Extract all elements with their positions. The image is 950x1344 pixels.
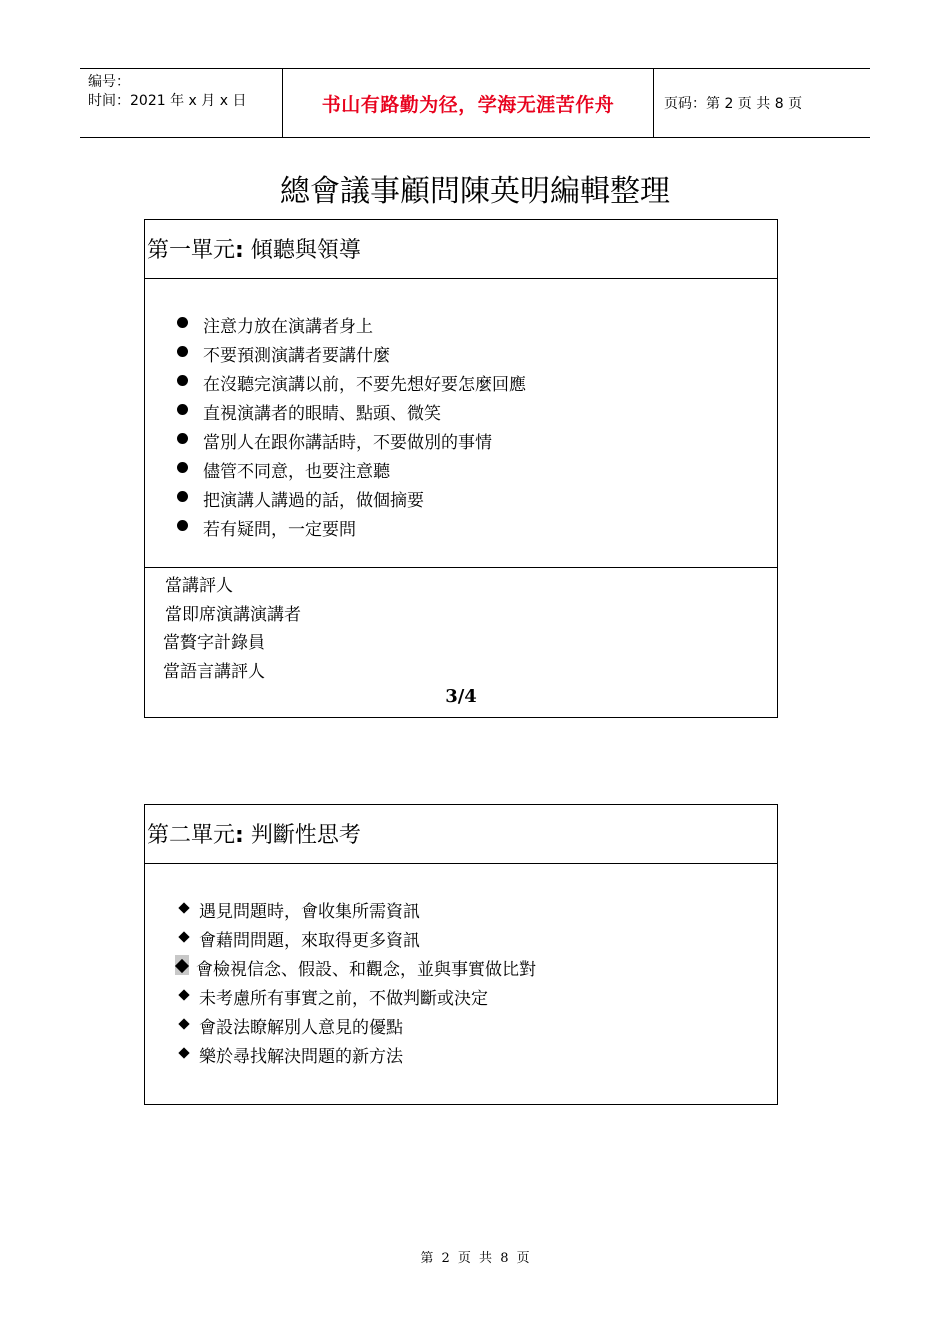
bullet-dot-icon	[177, 491, 188, 502]
list-item-text: 會藉問問題，來取得更多資訊	[199, 931, 420, 951]
unit1-title-prefix: 第一單元	[147, 238, 236, 263]
list-item-text: 樂於尋找解決問題的新方法	[199, 1047, 403, 1067]
bullet-dot-icon	[177, 404, 188, 415]
unit1-box	[144, 219, 778, 718]
time-label: 时间：2021 年 x 月 x 日	[88, 93, 247, 109]
diamond-bullet-icon	[178, 902, 189, 913]
diamond-bullet-icon	[178, 989, 189, 1000]
list-item-text: 不要預測演講者要講什麼	[203, 346, 390, 366]
page-footer: 第 2 页 共 8 页	[420, 1251, 530, 1266]
unit2-title-row	[145, 805, 777, 864]
bullet-dot-icon	[177, 317, 188, 328]
unit2-title-colon: :	[235, 823, 244, 848]
diamond-bullet-icon	[178, 1047, 189, 1058]
unit1-title-rest: 傾聽與領導	[243, 238, 361, 263]
unit2-box	[144, 804, 778, 1105]
diamond-bullet-icon	[178, 931, 189, 942]
list-item-text: 會檢視信念、假設、和觀念，並與事實做比對	[196, 960, 536, 980]
document-title: 總會議事顧問陳英明編輯整理	[280, 174, 670, 209]
unit1-title-colon: :	[235, 238, 244, 263]
list-item-text: 若有疑問，一定要問	[203, 520, 356, 540]
list-item-text: 當別人在跟你講話時，不要做別的事情	[203, 433, 492, 453]
bullet-dot-icon	[177, 433, 188, 444]
unit1-page-indicator: 3/4	[445, 686, 477, 707]
list-item-text: 遇見問題時，會收集所需資訊	[199, 902, 420, 922]
unit2-title	[147, 818, 361, 849]
bullet-dot-icon	[177, 462, 188, 473]
header-left-cell	[80, 69, 283, 137]
header-page-info: 页码：第 2 页 共 8 页	[664, 96, 803, 112]
role-item: 當語言講評人	[163, 662, 265, 682]
bullet-dot-icon	[177, 375, 188, 386]
list-item-text: 儘管不同意，也要注意聽	[203, 462, 390, 482]
role-item: 當即席演講演講者	[165, 605, 301, 625]
number-label: 编号：	[88, 74, 130, 90]
list-item-text: 注意力放在演講者身上	[203, 317, 373, 337]
bullet-dot-icon	[177, 346, 188, 357]
unit2-title-rest: 判斷性思考	[243, 823, 361, 848]
header-motto: 书山有路勤为径，学海无涯苦作舟	[283, 69, 654, 137]
bullet-dot-icon	[177, 520, 188, 531]
list-item-text: 在沒聽完演講以前，不要先想好要怎麼回應	[203, 375, 526, 395]
unit1-title	[147, 233, 361, 264]
role-item: 當贅字計錄員	[163, 633, 265, 653]
diamond-bullet-icon	[178, 1018, 189, 1029]
unit2-title-prefix: 第二單元	[147, 823, 236, 848]
list-item-text: 直視演講者的眼睛、點頭、微笑	[203, 404, 441, 424]
role-item: 當講評人	[165, 576, 233, 596]
list-item-text: 把演講人講過的話，做個摘要	[203, 491, 424, 511]
list-item-text: 會設法瞭解別人意見的優點	[199, 1018, 403, 1038]
unit1-divider	[145, 567, 777, 568]
list-item-text: 未考慮所有事實之前，不做判斷或決定	[199, 989, 488, 1009]
unit1-title-row	[145, 220, 777, 279]
document-header	[80, 68, 870, 138]
